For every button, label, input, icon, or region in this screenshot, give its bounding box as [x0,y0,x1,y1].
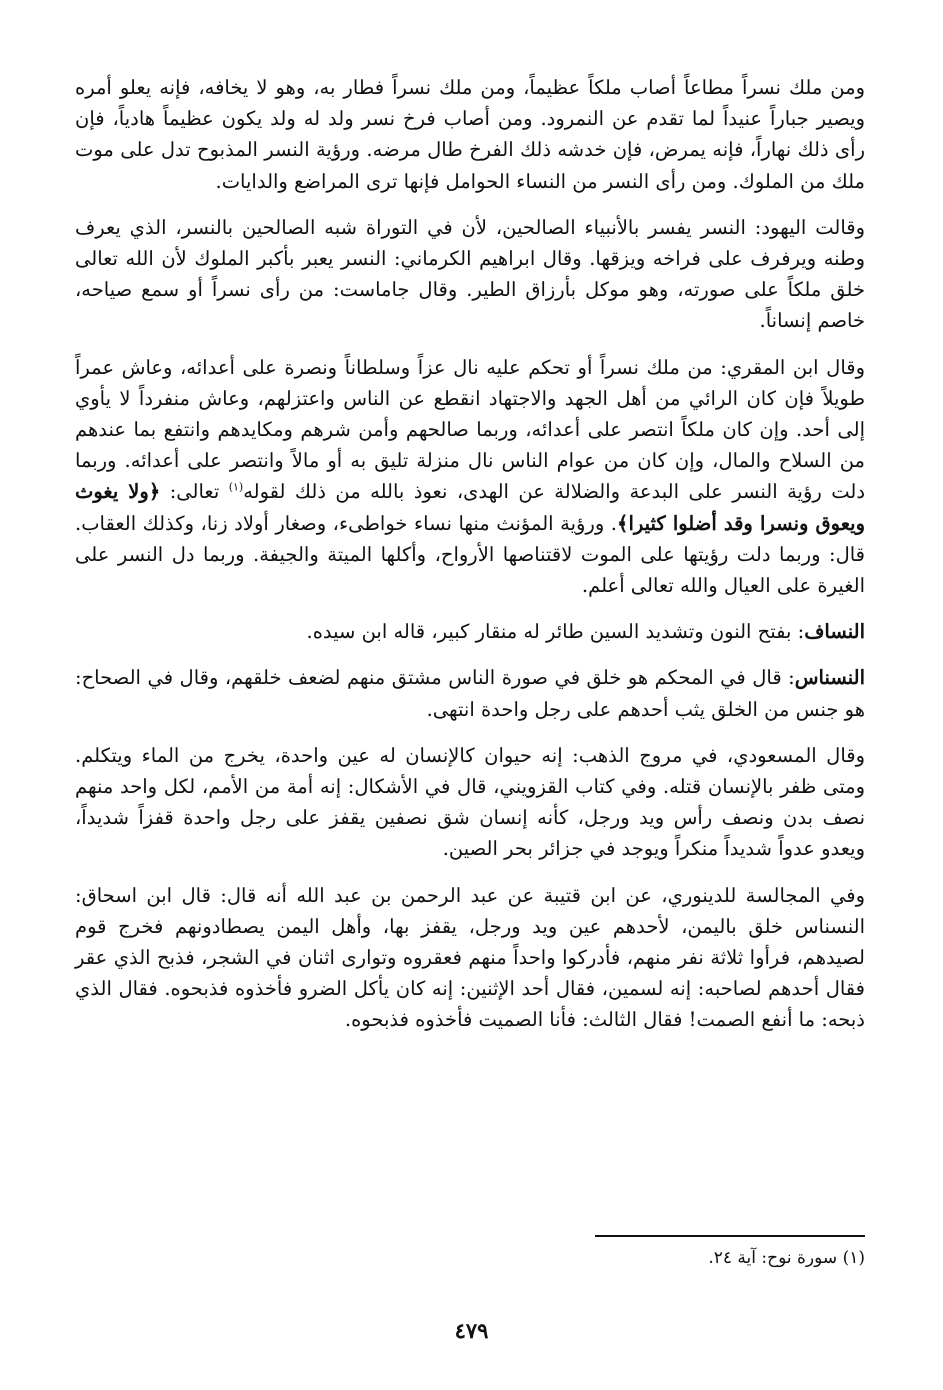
paragraph-ibn-al-muqri-part1: وقال ابن المقري: من ملك نسراً أو تحكم عليه نال عزاً وسلطاناً ونصرة على أعدائه، وعاش عمراً طويلاً فإن كان الرائي من أهل الجهد والاجتهاد انقطع عن الناس واعتزلهم، وعاش منفرداً لا يأوي إلى أحد. وإن كان ملكاً انتصر على أعدائه، وربما صالحهم وأمن شرهم ومكايدهم وانتفع بما عندهم من السلاح والمال، وإن كان من عوام الناس نال منزلة تليق به أو مالاً وانتصر على أعدائه. وربما دلت رؤية النسر على البدعة والضلالة عن الهدى، نعوذ بالله من ذلك لقوله [75,355,866,504]
paragraph-ibn-al-muqri-part3: . ورؤية المؤنث منها نساء خواطىء، وصغار أولاد زنا، وكذلك العقاب. قال: وربما دلت رؤيتها على الموت لاقتناصها الأرواح، وأكلها الميتة والجيفة. وربما دل النسر على الغيرة على العيال والله تعالى أعلم. [75,511,865,598]
entry-text-nassaf: : بفتح النون وتشديد السين طائر له منقار كبير، قاله ابن سيده. [306,620,805,644]
paragraph-masudi: وقال المسعودي، في مروج الذهب: إنه حيوان كالإنسان له عين واحدة، يخرج من الماء ويتكلم. ومتى ظفر بالإنسان قتله. وفي كتاب القزويني، قال في الأشكال: إنه أمة من الأمم، لكل واحد منهم نصف بدن ونصف رأس ويد ورجل، كأنه إنسان شق نصفين يقفز على رجل واحدة قفزاً شديداً، ويعدو عدواً شديداً منكراً ويوجد في جزائر بحر الصين. [75,743,865,861]
paragraph-nasr-owner: ومن ملك نسراً مطاعاً أصاب ملكاً عظيماً، ومن ملك نسراً فطار به، وهو لا يخافه، فإنه يعلو أمره ويصير جباراً عنيداً لما تقدم عن النمرود. ومن أصاب فرخ نسر ولد له ولد يكون عظيماً هادياً، فإن رأى ذلك نهاراً، فإنه يمرض، فإن خدشه ذلك الفرخ طال مرضه. ورؤية النسر المذبوح تدل على موت ملك من الملوك. ومن رأى النسر من النساء الحوامل فإنها ترى المراضع والدايات. [75,76,865,193]
page-number: ٤٧٩ [454,1318,489,1343]
paragraph-ibn-al-muqri [75,352,865,602]
footnote-reference: (١) [228,480,244,494]
entry-term-nassaf: النساف [804,620,865,644]
entry-nassaf [75,616,865,647]
paragraph-majalasa: وفي المجالسة للدينوري، عن ابن قتيبة عن عبد الرحمن بن عبد الله أنه قال: قال ابن اسحاق: النسناس خلق باليمن، لأحدهم عين ويد ورجل، يقفز بها، وأهل اليمن يصطادونهم فخرج قوم لصيدهم، فرأوا ثلاثة نفر منهم، فأدركوا واحداً منهم فعقروه وتوارى اثنان في الشجر، فذبح الذي عقر فقال أحدهم لصاحبه: إنه لسمين، فقال أحد الإثنين: إنه كان يأكل الضرو فأخذوه فذبحوه. فقال الذي ذبحه: ما أنفع الصمت! فقال الثالث: فأنا الصميت فأخذوه فذبحوه. [75,883,865,1032]
paragraph-jews-interpretation: وقالت اليهود: النسر يفسر بالأنبياء الصالحين، لأن في التوراة شبه الصالحين بالنسر، الذي يعرف وطنه ويرفرف على فراخه ويزقها. وقال ابراهيم الكرماني: النسر يعبر بأكبر الملوك لأن الله تعالى خلق ملكاً على صورته، وهو موكل بأرزاق الطير. وقال جاماست: من رأى نسراً أو سمع صياحه، خاصم إنساناً. [75,215,865,333]
entry-text-nasnas: : قال في المحكم هو خلق في صورة الناس مشتق منهم لضعف خلقهم، وقال في الصحاح: هو جنس من الخلق يثب أحدهم على رجل واحدة انتهى. [75,666,865,721]
footnote: (١) سورة نوح: آية ٢٤. [708,1248,865,1268]
entry-nasnas [75,662,865,724]
entry-term-nasnas: النسناس [794,666,865,690]
main-text [75,72,865,1051]
quran-quote: ﴿ولا يغوث ويعوق ونسرا وقد أضلوا كثيرا﴾ [75,480,866,535]
footnote-divider [595,1235,865,1237]
paragraph-ibn-al-muqri-part2: تعالى: [160,480,229,504]
